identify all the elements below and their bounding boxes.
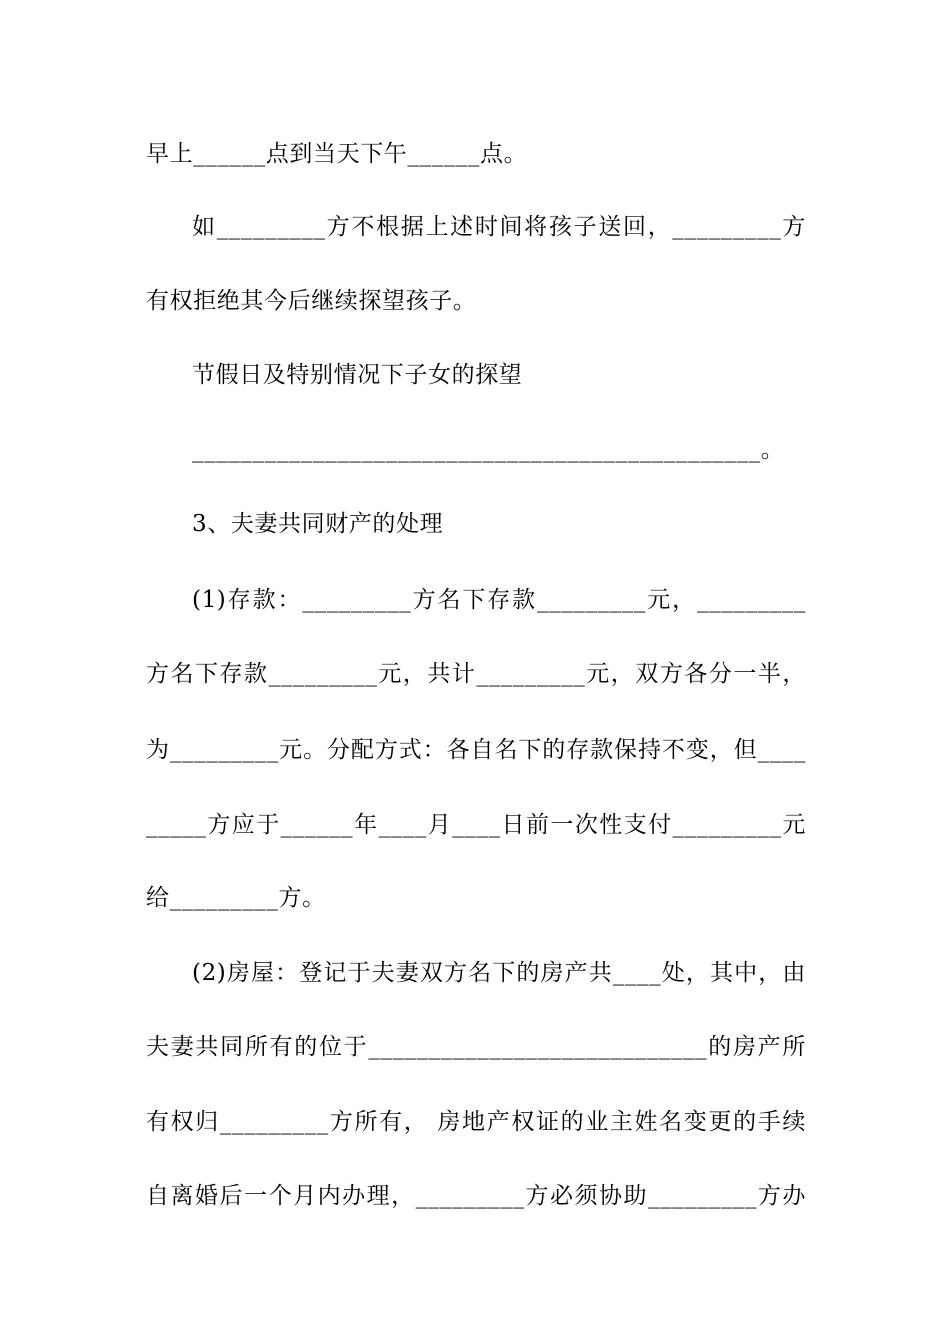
text-line: 自离婚后一个月内办理，_________方必须协助_________方办 bbox=[146, 1183, 806, 1209]
text-line: _____方应于______年____月____日前一次性支付_________元 bbox=[146, 812, 806, 838]
text-line: (2)房屋：登记于夫妻双方名下的房产共____处，其中，由 bbox=[192, 960, 806, 986]
text-line: 给_________方。 bbox=[146, 885, 326, 911]
text-line: 方名下存款_________元，共计_________元，双方各分一半， bbox=[146, 661, 806, 687]
section-heading: 节假日及特别情况下子女的探望 bbox=[192, 362, 523, 388]
text-line: 为_________元。分配方式：各自名下的存款保持不变，但____ bbox=[146, 737, 806, 763]
text-line: 夫妻共同所有的位于____________________________的房产所 bbox=[146, 1034, 806, 1060]
text-line: 如_________方不根据上述时间将孩子送回，_________方 bbox=[192, 214, 806, 240]
text-line: _______________________________________________。 bbox=[192, 437, 785, 463]
text-line: 有权拒绝其今后继续探望孩子。 bbox=[146, 288, 477, 314]
text-line: 早上______点到当天下午______点。 bbox=[146, 141, 528, 167]
section-heading: 3、夫妻共同财产的处理 bbox=[192, 511, 444, 537]
text-line: 有权归_________方所有， 房地产权证的业主姓名变更的手续 bbox=[146, 1109, 806, 1135]
text-line: (1)存款：_________方名下存款_________元，_________ bbox=[192, 587, 806, 613]
